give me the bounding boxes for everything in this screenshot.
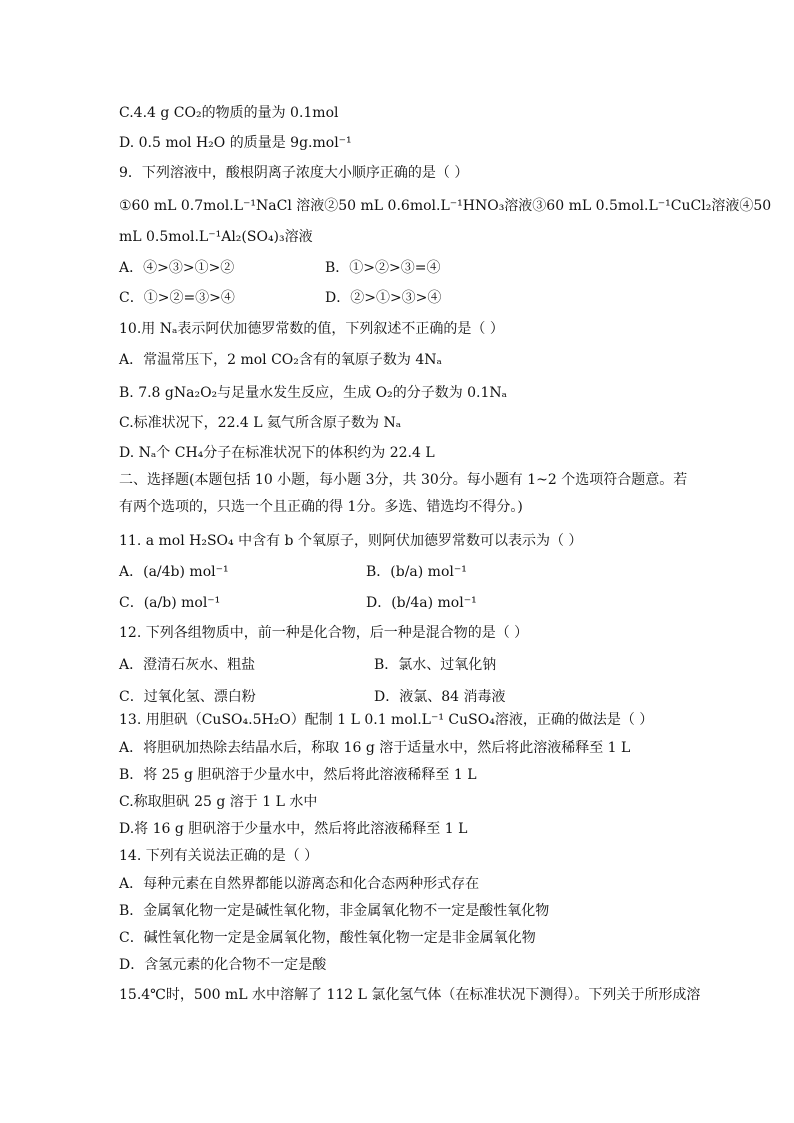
q13-stem: 13. 用胆矾（CuSO₄.5H₂O）配制 1 L 0.1 mol.L⁻¹ CuSO₄溶液，正确的做法是（ ） — [119, 712, 654, 728]
q12-stem: 12. 下列各组物质中，前一种是化合物，后一种是混合物的是（ ） — [119, 625, 529, 641]
q8-option-d: D. 0.5 mol H₂O 的质量是 9g.mol⁻¹ — [119, 135, 352, 151]
q9-items-line2: mL 0.5mol.L⁻¹Al₂(SO₄)₃溶液 — [119, 229, 313, 245]
section-two-heading-line2: 有两个选项的，只选一个且正确的得 1分。多选、错选均不得分。) — [119, 499, 523, 515]
q14-option-d: D．含氢元素的化合物不一定是酸 — [119, 957, 327, 973]
q13-option-c: C.称取胆矾 25 g 溶于 1 L 水中 — [119, 794, 318, 810]
q10-option-c: C.标准状况下，22.4 L 氦气所含原子数为 Nₐ — [119, 415, 402, 431]
q11-option-a: A．(a/4b) mol⁻¹ — [119, 564, 229, 580]
q14-option-b: B．金属氧化物一定是碱性氧化物，非金属氧化物不一定是酸性氧化物 — [119, 903, 550, 919]
q13-option-b: B．将 25 g 胆矾溶于少量水中，然后将此溶液稀释至 1 L — [119, 767, 477, 783]
q12-option-a: A．澄清石灰水、粗盐 — [119, 657, 256, 673]
q8-option-c: C.4.4 g CO₂的物质的量为 0.1mol — [119, 105, 339, 121]
q9-option-d: D．②>①>③>④ — [325, 290, 442, 306]
q11-stem: 11. a mol H₂SO₄ 中含有 b 个氧原子，则阿伏加德罗常数可以表示为（ ） — [119, 533, 583, 549]
q11-option-b: B．(b/a) mol⁻¹ — [366, 564, 467, 580]
q14-stem: 14. 下列有关说法正确的是（ ） — [119, 848, 319, 864]
q11-option-d: D．(b/4a) mol⁻¹ — [366, 595, 477, 611]
q12-option-b: B．氯水、过氧化钠 — [374, 657, 497, 673]
q9-option-a: A．④>③>①>② — [119, 260, 235, 276]
section-two-heading-line1: 二、选择题(本题包括 10 小题，每小题 3分，共 30分。每小题有 1~2 个选项符合题意。若 — [119, 472, 688, 488]
q10-stem: 10.用 Nₐ表示阿伏加德罗常数的值，下列叙述不正确的是（ ） — [119, 321, 504, 337]
q12-option-d: D．液氯、84 消毒液 — [374, 689, 506, 705]
q15-stem: 15.4℃时，500 mL 水中溶解了 112 L 氯化氢气体（在标准状况下测得）。下列关于所形成溶 — [119, 987, 701, 1003]
q13-option-a: A．将胆矾加热除去结晶水后，称取 16 g 溶于适量水中，然后将此溶液稀释至 1 L — [119, 740, 631, 756]
q11-option-c: C．(a/b) mol⁻¹ — [119, 595, 221, 611]
q10-option-b: B. 7.8 gNa₂O₂与足量水发生反应，生成 O₂的分子数为 0.1Nₐ — [119, 385, 508, 401]
q9-option-b: B．①>②>③=④ — [325, 260, 441, 276]
q12-option-c: C．过氧化氢、漂白粉 — [119, 689, 256, 705]
q13-option-d: D.将 16 g 胆矾溶于少量水中，然后将此溶液稀释至 1 L — [119, 821, 468, 837]
q9-option-c: C．①>②=③>④ — [119, 290, 235, 306]
q14-option-c: C．碱性氧化物一定是金属氧化物，酸性氧化物一定是非金属氧化物 — [119, 930, 536, 946]
q9-stem: 9．下列溶液中，酸根阴离子浓度大小顺序正确的是（ ） — [119, 165, 469, 181]
q14-option-a: A．每种元素在自然界都能以游离态和化合态两种形式存在 — [119, 876, 480, 892]
q9-items-line1: ①60 mL 0.7mol.L⁻¹NaCl 溶液②50 mL 0.6mol.L⁻¹HNO₃溶液③60 mL 0.5mol.L⁻¹CuCl₂溶液④50 — [119, 198, 772, 214]
q10-option-d: D. Nₐ个 CH₄分子在标准状况下的体积约为 22.4 L — [119, 445, 435, 461]
q10-option-a: A．常温常压下，2 mol CO₂含有的氧原子数为 4Nₐ — [119, 352, 442, 368]
